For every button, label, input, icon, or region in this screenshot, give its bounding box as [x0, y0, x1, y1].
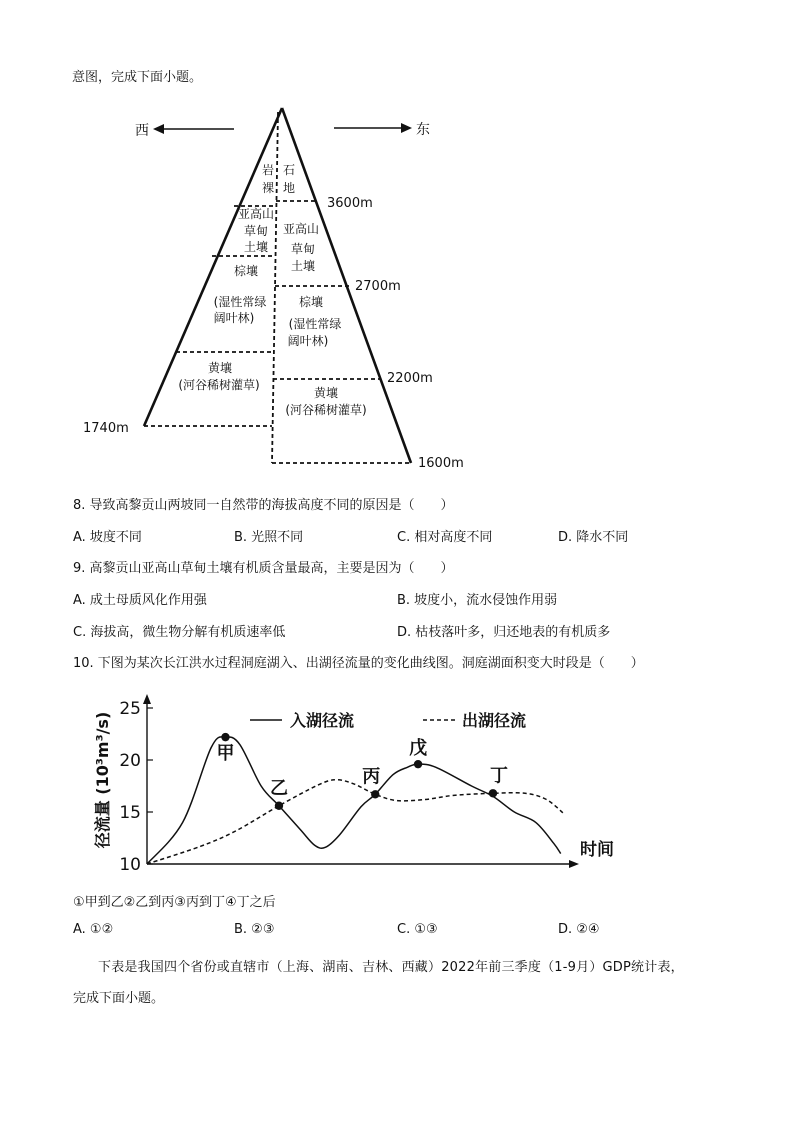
point-label-1: 甲: [216, 743, 235, 765]
elevation-3600: 3600m: [327, 196, 373, 211]
y-axis-label: 径流量 (10³m³/s): [93, 711, 112, 849]
q10-option-a: A. ①②: [73, 922, 114, 937]
east-zone-2-l2: 草甸: [290, 242, 316, 256]
east-label: 东: [416, 122, 430, 138]
west-label: 西: [135, 123, 149, 139]
legend-inflow: 入湖径流: [290, 711, 355, 730]
elevation-2200: 2200m: [387, 371, 433, 386]
west-zone-1-l2: 裸: [261, 181, 275, 195]
intro-line: 意图，完成下面小题。: [72, 70, 203, 85]
east-zone-2-l3: 土壤: [290, 259, 316, 273]
west-zone-4-l2: (河谷稀树灌草): [178, 378, 260, 392]
q9-option-a: A. 成土母质风化作用强: [73, 593, 207, 608]
east-zone-3-l1: 棕壤: [298, 295, 324, 309]
east-zone-1-l2: 地: [282, 181, 296, 195]
q8-option-c: C. 相对高度不同: [397, 530, 493, 545]
point-marker-1: [221, 733, 229, 741]
east-zone-2-l1: 亚高山: [282, 222, 320, 236]
west-zone-2-l1: 亚高山: [237, 207, 275, 221]
q9-stem: 9. 高黎贡山亚高山草甸土壤有机质含量最高，主要是因为（ ）: [73, 561, 454, 576]
q10-option-b: B. ②③: [234, 922, 275, 937]
q10-option-d: D. ②④: [558, 922, 600, 937]
point-label-4: 戊: [409, 738, 428, 760]
east-zone-1-l1: 石: [282, 163, 296, 177]
q8-option-b: B. 光照不同: [234, 530, 304, 545]
point-label-3: 丙: [362, 766, 381, 788]
elevation-1600: 1600m: [418, 456, 464, 471]
elevation-2700: 2700m: [355, 279, 401, 294]
y-tick-label: 20: [119, 751, 141, 771]
q10-option-c: C. ①③: [397, 922, 438, 937]
west-zone-3-l2: (湿性常绿: [213, 295, 267, 309]
point-label-2: 乙: [269, 777, 288, 799]
west-zone-3-l1: 棕壤: [233, 264, 259, 278]
west-zone-3-l3: 阔叶林): [213, 311, 255, 325]
point-marker-3: [371, 790, 379, 798]
footer-line-2: 完成下面小题。: [73, 991, 165, 1006]
point-marker-5: [489, 789, 497, 797]
q8-stem: 8. 导致高黎贡山两坡同一自然带的海拔高度不同的原因是（ ）: [73, 498, 454, 513]
elevation-1740: 1740m: [83, 421, 129, 436]
east-zone-3-l3: 阔叶林): [287, 334, 329, 348]
footer-line-1: 下表是我国四个省份或直辖市（上海、湖南、吉林、西藏）2022年前三季度（1-9月）GDP统计表，: [98, 960, 684, 975]
east-zone-4-l1: 黄壤: [313, 386, 339, 400]
y-tick-label: 10: [119, 855, 141, 875]
legend-outflow: 出湖径流: [462, 711, 527, 730]
y-tick-label: 15: [119, 803, 141, 823]
y-axis-arrow: [143, 694, 151, 704]
mountain-zonation-diagram: [0, 95, 794, 485]
q9-option-b: B. 坡度小，流水侵蚀作用弱: [397, 593, 558, 608]
q8-option-a: A. 坡度不同: [73, 530, 142, 545]
y-tick-label: 25: [119, 699, 141, 719]
point-marker-2: [275, 802, 283, 810]
runoff-line-chart: [80, 690, 640, 875]
point-label-5: 丁: [489, 765, 508, 787]
west-zone-4-l1: 黄壤: [207, 361, 233, 375]
q10-periods: ①甲到乙②乙到丙③丙到丁④丁之后: [73, 895, 276, 910]
q8-option-d: D. 降水不同: [558, 530, 629, 545]
west-zone-2-l2: 草甸: [243, 224, 269, 238]
q9-option-d: D. 枯枝落叶多，归还地表的有机质多: [397, 625, 611, 640]
west-zone-2-l3: 土壤: [243, 240, 269, 254]
inflow-series-line: [147, 737, 561, 864]
x-axis-arrow: [569, 860, 579, 868]
east-zone-3-l2: (湿性常绿: [288, 317, 342, 331]
point-marker-4: [414, 760, 422, 768]
x-axis-label: 时间: [580, 840, 614, 860]
east-zone-4-l2: (河谷稀树灌草): [285, 403, 367, 417]
q9-option-c: C. 海拔高，微生物分解有机质速率低: [73, 625, 286, 640]
west-zone-1-l1: 岩: [261, 163, 275, 177]
outflow-series-line: [147, 777, 564, 864]
q10-stem: 10. 下图为某次长江洪水过程洞庭湖入、出湖径流量的变化曲线图。洞庭湖面积变大时段是（ ）: [73, 656, 644, 671]
